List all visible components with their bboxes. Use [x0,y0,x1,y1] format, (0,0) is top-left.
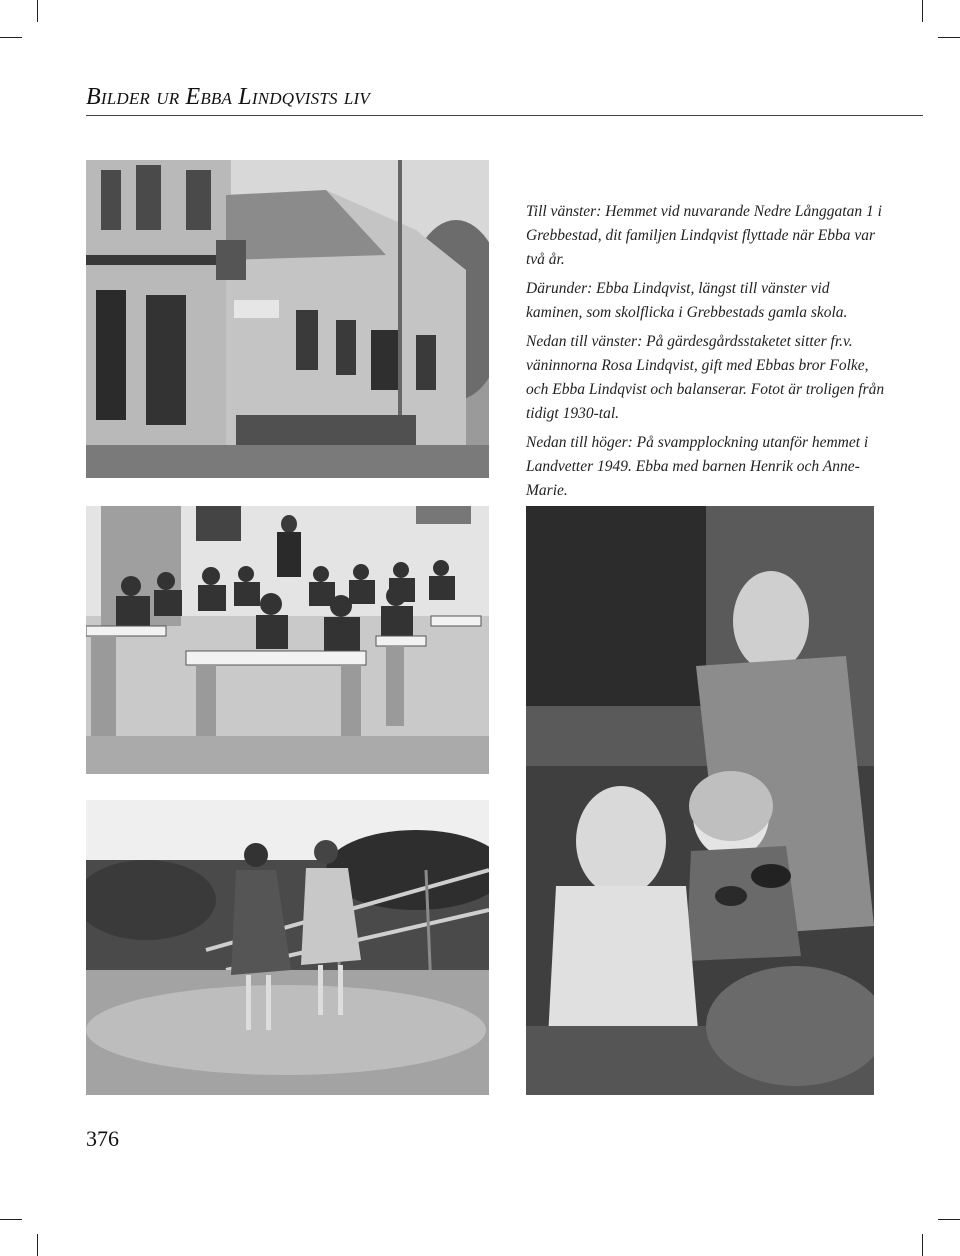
caption-block [526,200,886,508]
crop-mark-bottom-right-v [922,1234,923,1256]
header-title-text: Bilder ur Ebba Lindqvists liv [86,84,370,110]
caption-mushroom: Nedan till höger: På svampplockning utanför hemmet i Landvetter 1949. Ebba med barnen Henrik och Anne-Marie. [526,434,869,499]
crop-mark-top-left-v [37,0,38,22]
crop-mark-bottom-left-h [0,1219,22,1220]
classroom-photo [86,506,489,774]
header-rule [86,115,923,116]
page-header-title [86,84,370,111]
caption-house: Till vänster: Hemmet vid nuvarande Nedre Långgatan 1 i Grebbestad, dit familjen Lindqvist flyttade när Ebba var två år. [526,203,882,268]
house-photo [86,160,489,478]
fence-photo [86,800,489,1095]
crop-mark-bottom-left-v [37,1234,38,1256]
caption-classroom: Därunder: Ebba Lindqvist, längst till vänster vid kaminen, som skolflicka i Grebbestads gamla skola. [526,280,848,321]
page-number: 376 [86,1126,119,1151]
crop-mark-bottom-right-h [938,1219,960,1220]
crop-mark-top-right-v [922,0,923,22]
crop-mark-top-right-h [938,37,960,38]
mushroom-photo [526,506,874,1095]
crop-mark-top-left-h [0,37,22,38]
caption-fence: Nedan till vänster: På gärdesgårdsstaketet sitter fr.v. väninnorna Rosa Lindqvist, gift med Ebbas bror Folke, och Ebba Lindqvist och balanserar. Fotot är troligen från tidigt 1930-tal. [526,333,885,422]
